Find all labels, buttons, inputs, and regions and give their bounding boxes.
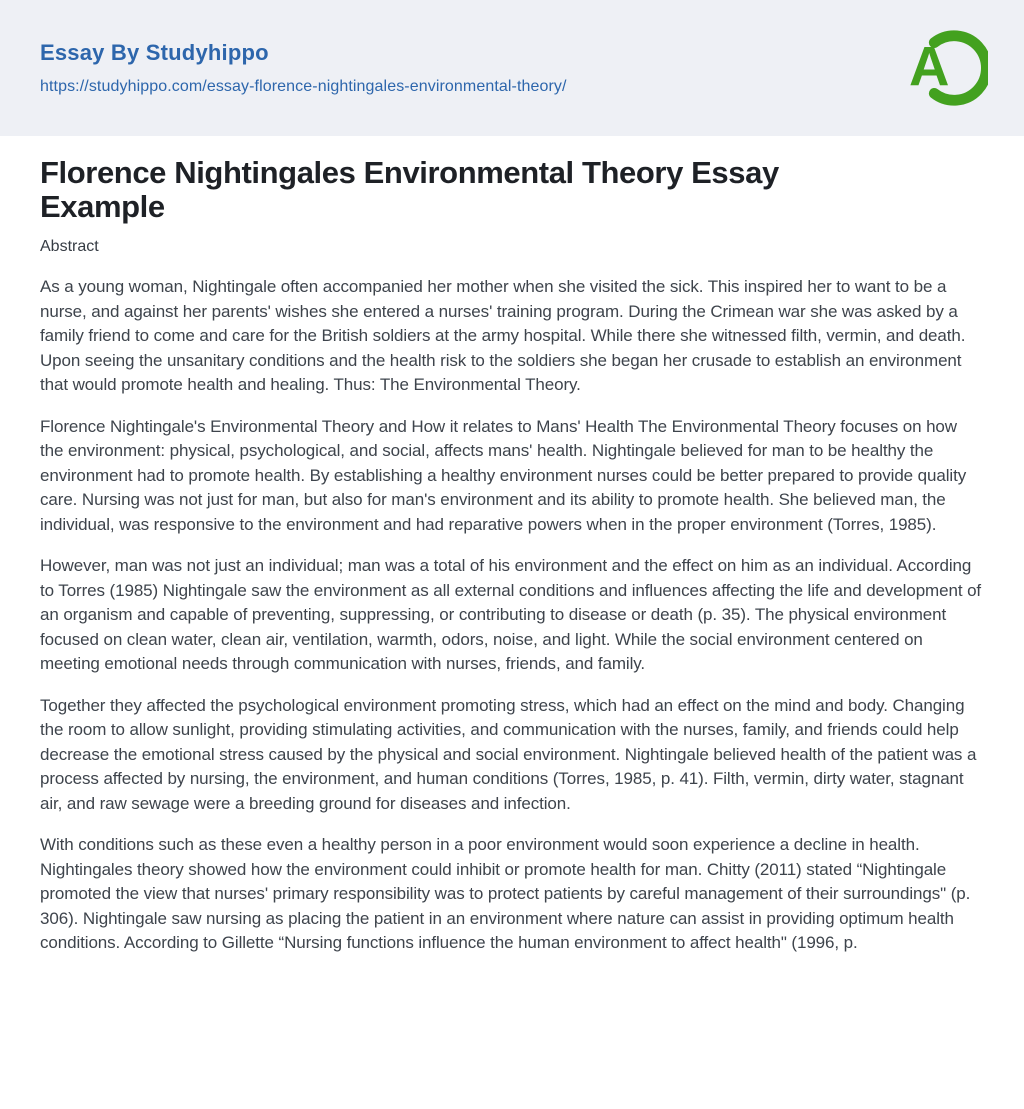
site-title: Essay By Studyhippo	[40, 40, 269, 65]
essay-paragraph: However, man was not just an individual; man was a total of his environment and the effect on him as an individual. According to Torres (1985) Nightingale saw the environment as all external conditions and influences affecting the life and development of an organism and capable of preventing, suppressing, or contributing to disease or death (p. 35). The physical environment focused on clean water, clean air, ventilation, warmth, odors, noise, and light. While the social environment centered on meeting emotional needs through communication with nurses, friends, and family.	[40, 556, 982, 673]
essay-paragraph: With conditions such as these even a healthy person in a poor environment would soon experience a decline in health. Nightingales theory showed how the environment could inhibit or promote health for man. Chitty (2011) stated “Nightingale promoted the view that nurses' primary responsibility was to protect patients by careful management of their surroundings" (p. 306). Nightingale saw nursing as placing the patient in an environment where nature can assist in providing optimum health conditions. According to Gillette “Nursing functions influence the human environment to affect health" (1996, p.	[40, 835, 971, 952]
site-header	[0, 0, 1024, 136]
source-url-link[interactable]: https://studyhippo.com/essay-florence-nightingales-environmental-theory/	[40, 78, 567, 95]
essay-paragraph: As a young woman, Nightingale often accompanied her mother when she visited the sick. This inspired her to want to be a nurse, and against her parents' wishes she entered a nurses' training program. During the Crimean war she was asked by a family friend to come and care for the British soldiers at the army hospital. While there she witnessed filth, vermin, and death. Upon seeing the unsanitary conditions and the health risk to the soldiers she began her crusade to establish an environment that would promote health and healing. Thus: The Environmental Theory.	[40, 277, 966, 394]
essay-body	[40, 275, 984, 956]
essay-article	[0, 136, 1024, 956]
essay-paragraph: Florence Nightingale's Environmental Theory and How it relates to Mans' Health The Environmental Theory focuses on how the environment: physical, psychological, and social, affects mans' health. Nightingale believed for man to be healthy the environment had to promote health. By establishing a healthy environment nurses could be better prepared to provide quality care. Nursing was not just for man, but also for man's environment and its ability to promote health. She believed man, the individual, was responsive to the environment and had reparative powers when in the proper environment (Torres, 1985).	[40, 416, 967, 534]
essay-paragraph: Together they affected the psychological environment promoting stress, which had an effect on the mind and body. Changing the room to allow sunlight, providing stimulating activities, and communication with the nurses, family, and friends could help decrease the emotional stress caused by the physical and social environment. Nightingale believed health of the patient was a process affected by nursing, the environment, and human conditions (Torres, 1985, p. 41). Filth, vermin, dirty water, stagnant air, and raw sewage were a breeding ground for diseases and infection.	[40, 695, 977, 813]
abstract-label: Abstract	[40, 238, 99, 255]
logo-letter: A	[909, 34, 949, 98]
studyhippo-logo	[902, 22, 988, 114]
page-title: Florence Nightingales Environmental Theory Essay Example	[40, 155, 779, 224]
header-text-block	[40, 40, 567, 96]
